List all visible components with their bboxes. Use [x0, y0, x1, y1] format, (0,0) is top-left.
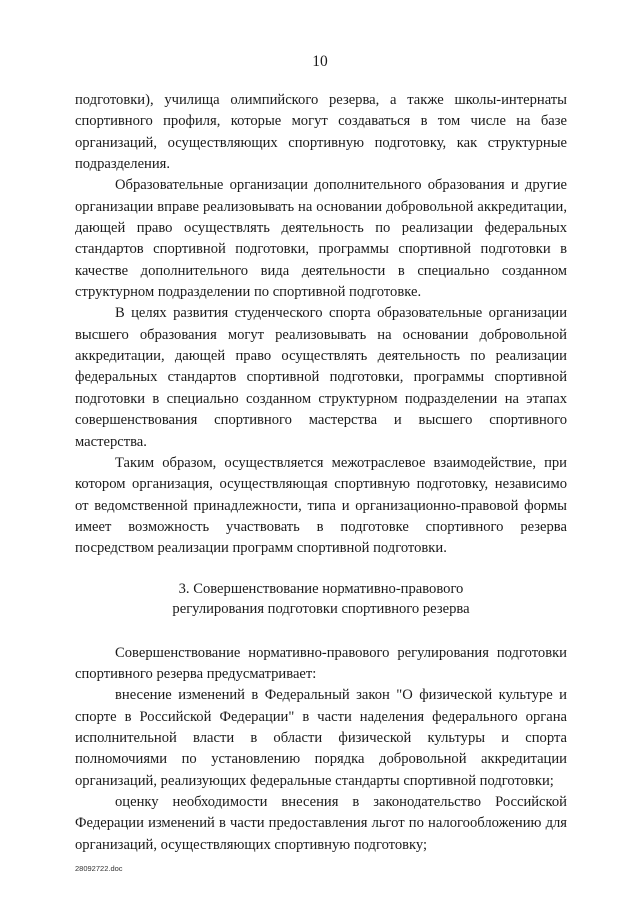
- section-heading-line-2: регулирования подготовки спортивного резерва: [172, 600, 470, 617]
- paragraph-regulation-intro: Совершенствование нормативно-правового регулирования подготовки спортивного резерва предусматривает:: [75, 644, 567, 682]
- section-heading-line-1: 3. Совершенствование нормативно-правового: [178, 580, 464, 597]
- paragraph-student-sport: В целях развития студенческого спорта образовательные организации высшего образования могут реализовывать на основании добровольной аккредитации, дающей право осуществлять деятельность по реализации федеральных стандартов спортивной подготовки, программы спортивной подготовки в специально созданном структурном подразделении на этапах совершенствования спортивного мастерства и высшего спортивного мастерства.: [75, 305, 567, 450]
- paragraph-additional-education: Образовательные организации дополнительного образования и другие организации вправе реализовывать на основании добровольной аккредитации, дающей право осуществлять деятельность по реализации федеральных стандартов спортивной подготовки, программы спортивной подготовки в качестве дополнительного вида деятельности в специально созданном структурном подразделении по спортивной подготовке.: [75, 177, 567, 301]
- document-body: [75, 90, 567, 856]
- section-heading: [75, 579, 567, 619]
- paragraph-law-amendment: внесение изменений в Федеральный закон "О физической культуре и спорте в Российской Федерации" в части наделения федерального органа исполнительной власти в области физической культуры и спорта полномочиями по установлению порядка добровольной аккредитации организаций, реализующих федеральные стандарты спортивной подготовки;: [75, 687, 567, 789]
- paragraph-intersectoral-interaction: Таким образом, осуществляется межотраслевое взаимодействие, при котором организация, осуществляющая спортивную подготовку, независимо от ведомственной принадлежности, типа и организационно-правовой формы имеет возможность участвовать в подготовке спортивного резерва посредством реализации программ спортивной подготовки.: [75, 454, 567, 557]
- footer-filename: 28092722.doc: [75, 864, 123, 873]
- paragraph-tax-benefits: оценку необходимости внесения в законодательство Российской Федерации изменений в части предоставления льгот по налогообложению для организаций, осуществляющих спортивную подготовку;: [75, 793, 567, 853]
- page-number: 10: [312, 53, 328, 70]
- paragraph-continuation: подготовки), училища олимпийского резерва, а также школы-интернаты спортивного профиля, которые могут создаваться в том числе на базе организаций, осуществляющих спортивную подготовку, как структурные подразделения.: [75, 92, 567, 173]
